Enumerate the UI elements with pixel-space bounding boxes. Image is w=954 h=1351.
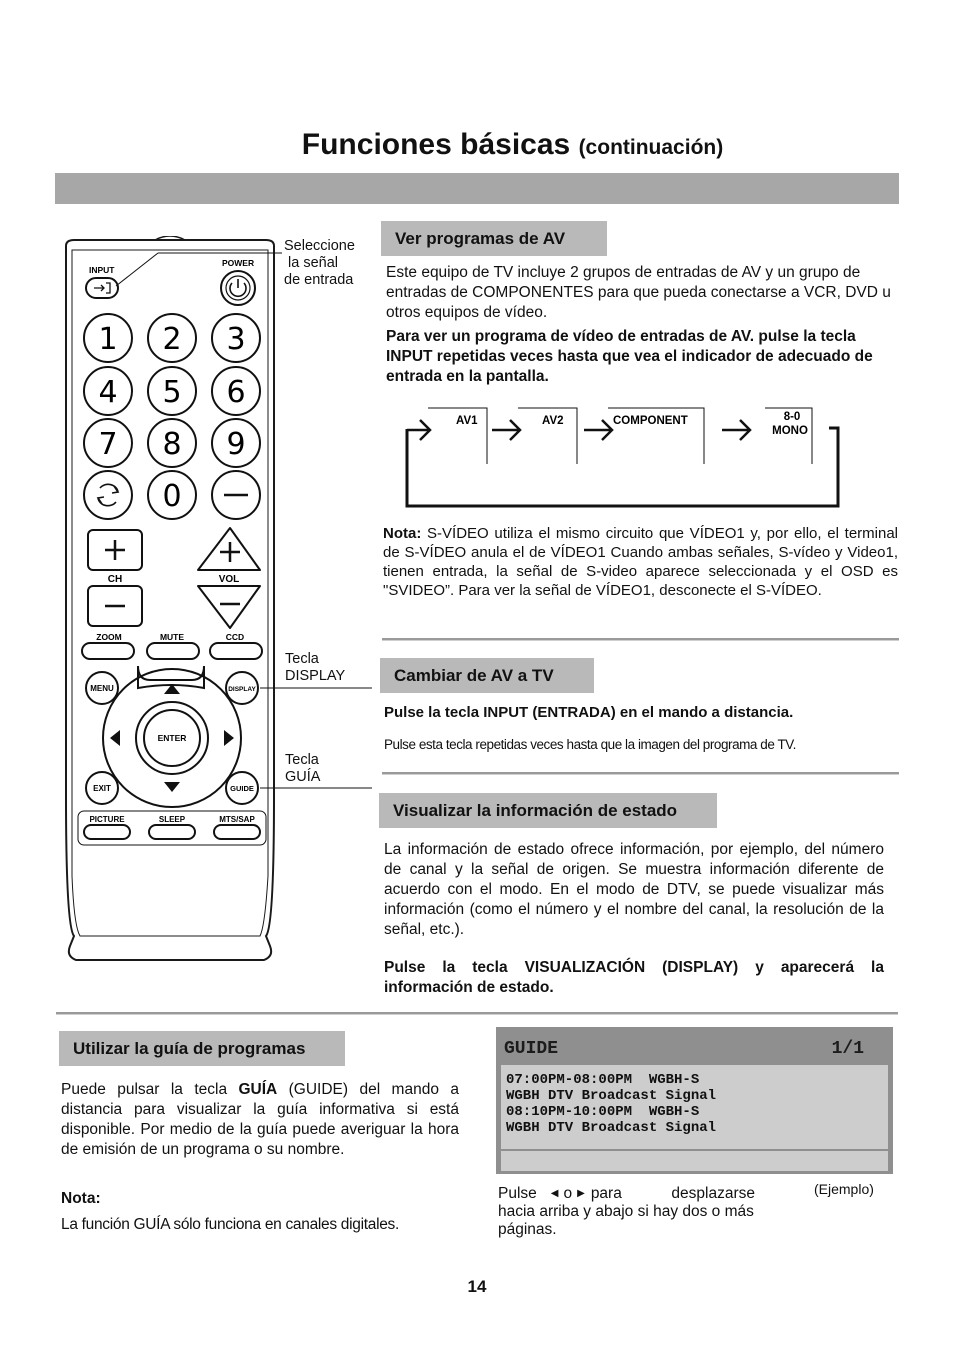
arrow-right-icon [407,420,430,440]
diagram-component: COMPONENT [613,415,688,427]
power-button-label: POWER [222,258,255,268]
picture-button[interactable] [84,825,130,839]
recall-button[interactable] [84,471,132,519]
power-icon [230,279,246,296]
tv-detail-text: Pulse esta tecla repetidas veces hasta que la imagen del programa de TV. [384,737,796,752]
input-button-label: INPUT [89,265,115,275]
arrow-left-icon: ◀ [550,1188,559,1199]
digit-7-label: 7 [98,427,118,462]
exit-label: EXIT [93,784,111,793]
section-divider [56,1012,898,1015]
callout-display-line: Tecla [285,651,319,667]
status-body-text: La información de estado ofrece información, por ejemplo, del número de canal y la señal de origen. Se muestra información diferente de acuerdo con el modo. En el modo de DTV, se puede visualizar más información (como el número y el nombre del canal, la resolución de la señal, etc.). [384,841,884,938]
input-icon [94,283,110,293]
ch-label: CH [107,574,123,585]
callout-guide [285,752,320,786]
vol-down-button[interactable] [198,586,260,628]
diagram-mono-line2: MONO [772,425,808,437]
diagram-mono-line1: 8-0 [783,411,801,423]
plus-icon [220,542,240,562]
guide-nav-post-rest: hacia arriba y abajo si hay dos o más páginas. [498,1203,754,1238]
arrow-right-icon [224,730,234,746]
guide-body-bold: GUÍA [238,1081,278,1098]
av-note-text: S-VÍDEO utiliza el mismo circuito que VÍDEO1 y, por ello, el terminal de S-VÍDEO anula el de VÍDEO1 Cuando ambas señales, S-vídeo y Video1, tienen entrada, la señal de S-video aparece seleccionada y el OSD es "SVIDEO”. Para ver la señal de VÍDEO1, desconecte el S-VÍDEO. [383,525,899,599]
arrow-down-icon [164,782,180,792]
guide-nav-mid: o [563,1185,573,1202]
status-instruction-text: Pulse la tecla VISUALIZACIÓN (DISPLAY) y aparecerá la información de estado. [384,959,884,996]
digit-6-label: 6 [226,375,246,410]
mute-label: MUTE [159,632,185,642]
guide-note-label: Nota: [61,1190,101,1207]
guide-screen-line: 08:10PM-10:00PM WGBH-S [506,1104,700,1120]
mute-button[interactable] [147,643,199,659]
guide-note-text: La función GUÍA sólo funciona en canales digitales. [61,1216,399,1233]
callout-input-line: la señal [288,255,338,271]
guide-nav-pre: Pulse [498,1185,537,1202]
digit-9-label: 9 [226,427,246,462]
vol-label: VOL [218,574,240,585]
av-section-heading: Ver programas de AV [381,221,607,256]
digit-4-label: 4 [98,375,118,410]
tv-section-heading: Cambiar de AV a TV [380,658,594,693]
page-title-sub: (continuación) [578,136,724,159]
guide-screen-line: WGBH DTV Broadcast Signal [506,1088,717,1104]
digit-2-label: 2 [162,322,182,357]
title-bar [55,173,899,204]
page-title [0,128,954,162]
example-label: (Ejemplo) [814,1181,874,1197]
arrow-right-icon [492,420,520,440]
plus-icon [105,540,125,560]
diagram-av1: AV1 [456,415,478,427]
digit-0-label: 0 [162,479,182,514]
guide-screen-title: GUIDE [504,1039,559,1059]
menu-label: MENU [90,684,114,693]
tv-instruction-text: Pulse la tecla INPUT (ENTRADA) en el mando a distancia. [384,704,794,721]
guide-screen-list [501,1065,888,1149]
section-divider [382,638,899,641]
input-cycle-diagram [400,404,850,514]
guide-screen-page: 1/1 [831,1039,864,1059]
callout-input [284,238,355,289]
guide-screen-line: 07:00PM-08:00PM WGBH-S [506,1072,700,1088]
guide-body-post: (GUIDE) del mando a distancia para visualizar la guía informativa si está disponible. Por medio de la guía puede averiguar la hora de emisión de un programa o su nombre. [61,1081,459,1158]
ccd-button[interactable] [210,643,262,659]
callout-input-line: Seleccione [284,238,355,254]
guide-section-heading: Utilizar la guía de programas [59,1031,345,1066]
diagram-av2: AV2 [542,415,564,427]
guide-screen [496,1027,893,1174]
av-intro-text: Este equipo de TV incluye 2 grupos de entradas de AV y un grupo de entradas de COMPONENTES para que pueda conectarse a VCR, DVD u otros equipos de vídeo. [386,264,891,321]
arrow-right-icon: ▶ [577,1188,585,1199]
recall-icon [98,484,118,505]
guide-screen-line: WGBH DTV Broadcast Signal [506,1120,717,1136]
guide-screen-header [504,1039,864,1059]
zoom-label: ZOOM [96,632,122,642]
enter-label: ENTER [157,733,187,743]
digit-3-label: 3 [226,322,246,357]
page-title-main: Funciones básicas [301,128,571,161]
callout-guide-line: GUÍA [285,769,321,785]
display-label: DISPLAY [228,686,256,693]
guide-nav-text [498,1185,755,1239]
picture-label: PICTURE [89,815,125,824]
guide-body-pre: Puede pulsar la tecla [61,1081,239,1098]
av-instruction-text: Para ver un programa de vídeo de entradas de AV. pulse la tecla INPUT repetidas veces hasta que vea el indicador de adecuado de entrada en la pantalla. [386,328,873,385]
guide-screen-footer [501,1151,888,1171]
arrow-right-icon [584,420,612,440]
sleep-label: SLEEP [158,815,186,824]
guide-label: GUIDE [230,784,254,793]
guide-nav-post-first: para desplazarse [590,1185,755,1202]
section-divider [382,772,899,775]
callout-display-line: DISPLAY [285,668,346,684]
callout-display [285,651,345,685]
digit-5-label: 5 [162,375,182,410]
digit-1-label: 1 [98,322,118,357]
zoom-button[interactable] [82,643,134,659]
callout-input-line: de entrada [284,272,354,288]
av-note-label: Nota: [383,525,422,542]
arrow-right-icon [722,420,750,440]
guide-body-text [61,1080,459,1160]
page-number: 14 [467,1277,487,1296]
remote-control-illustration [60,236,380,976]
mts-label: MTS/SAP [219,815,255,824]
mts-button[interactable] [214,825,260,839]
status-section-heading: Visualizar la información de estado [379,793,717,828]
ccd-label: CCD [225,632,245,642]
callout-guide-line: Tecla [285,752,319,768]
av-note [383,524,898,600]
digit-8-label: 8 [162,427,182,462]
sleep-button[interactable] [149,825,195,839]
arrow-left-icon [110,730,120,746]
